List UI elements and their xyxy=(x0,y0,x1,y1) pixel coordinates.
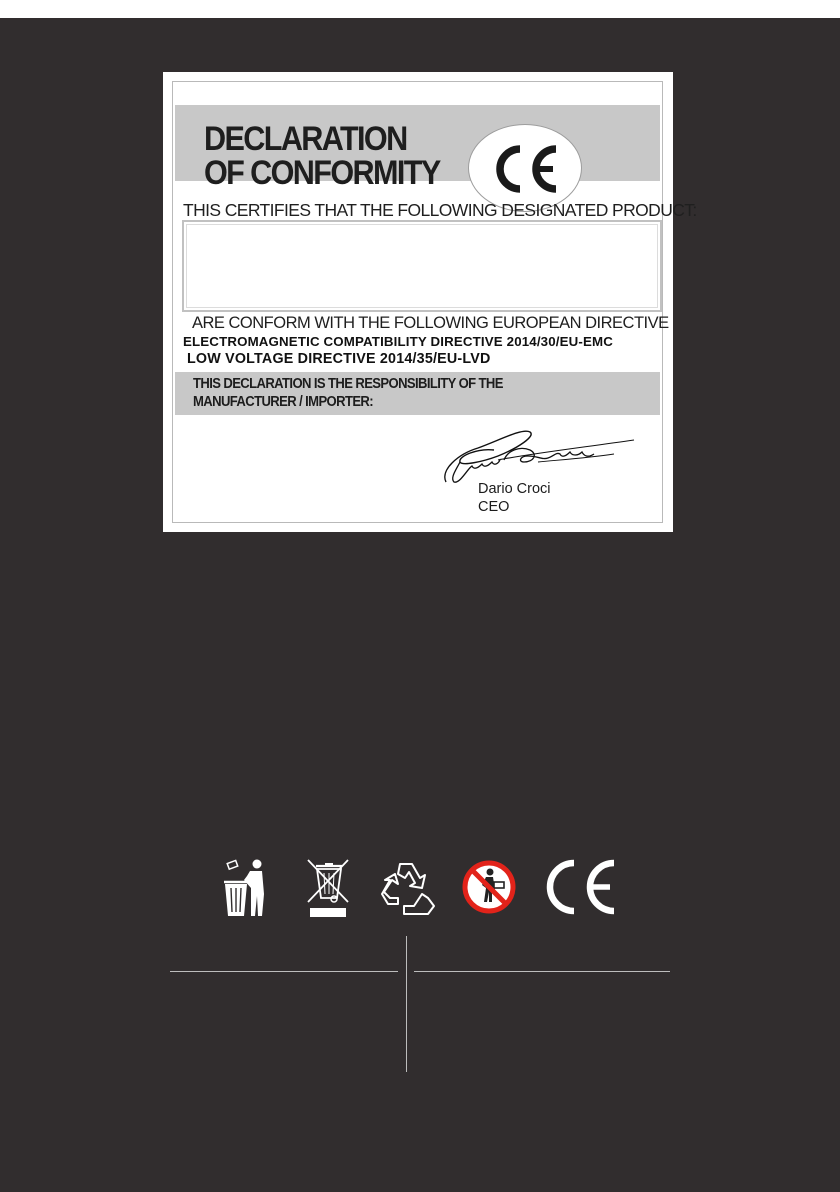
title-band xyxy=(175,105,660,192)
ce-mark-icon xyxy=(489,145,561,193)
litter-bin-icon xyxy=(220,858,270,918)
ceo-signature xyxy=(438,420,638,490)
no-children-icon xyxy=(460,858,518,916)
conform-statement: ARE CONFORM WITH THE FOLLOWING EUROPEAN DIRECTIVE xyxy=(192,314,669,332)
certifies-statement: THIS CERTIFIES THAT THE FOLLOWING DESIGNATED PRODUCT: xyxy=(183,200,697,220)
compliance-icons-row xyxy=(0,858,840,922)
signer-role: CEO xyxy=(478,499,510,515)
title-line-2: OF CONFORMITY xyxy=(204,154,440,192)
responsibility-band xyxy=(175,372,660,415)
declaration-of-conformity-card xyxy=(163,72,697,532)
ce-mark-icon-footer xyxy=(540,858,618,916)
title-line-1: DECLARATION xyxy=(204,120,407,158)
signer-name: Dario Croci xyxy=(478,481,551,497)
responsibility-statement xyxy=(193,375,503,411)
footer-divider-left xyxy=(170,971,398,972)
ce-mark-badge xyxy=(468,124,582,212)
recycle-icon xyxy=(378,858,438,918)
leaflet-page xyxy=(0,18,840,1192)
product-name-box xyxy=(182,220,662,312)
responsibility-line-2: MANUFACTURER / IMPORTER: xyxy=(193,393,374,410)
responsibility-line-1: THIS DECLARATION IS THE RESPONSIBILITY OF THE xyxy=(193,375,503,392)
crossed-wheelie-bin-icon xyxy=(306,858,350,920)
footer-divider-right xyxy=(414,971,670,972)
directive-lvd: LOW VOLTAGE DIRECTIVE 2014/35/EU-LVD xyxy=(187,351,491,367)
directive-emc: ELECTROMAGNETIC COMPATIBILITY DIRECTIVE 2014/30/EU-EMC xyxy=(183,334,613,349)
declaration-title xyxy=(204,122,440,190)
footer-divider-vertical xyxy=(406,936,407,1072)
